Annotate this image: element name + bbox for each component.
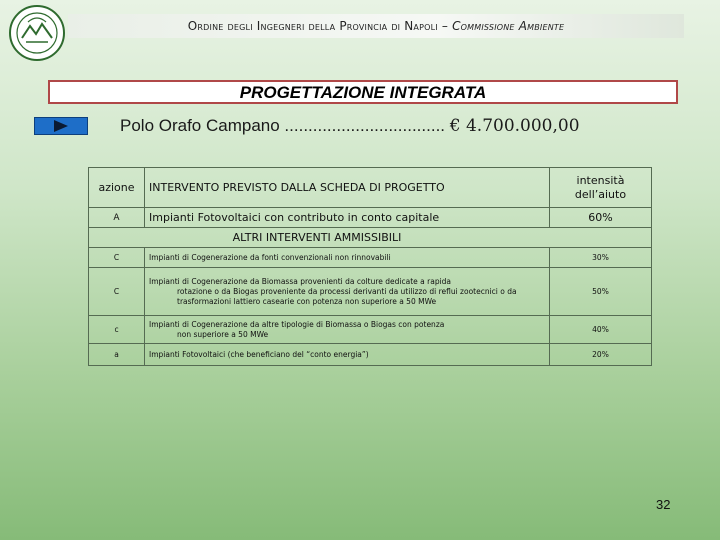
row-code: a xyxy=(89,344,145,366)
row-desc: Impianti Fotovoltaici con contributo in conto capitale xyxy=(145,208,550,228)
row-code: C xyxy=(89,268,145,316)
row-desc-first: Impianti di Cogenerazione da altre tipologie di Biomassa o Biogas con potenza xyxy=(149,319,445,329)
header-bar xyxy=(68,14,684,38)
row-desc-rest: rotazione o da Biogas proveniente da processi derivanti da utilizzo di reflui zootecnici o da trasformazioni lattiero casearie con potenza non superiore a 50 MWe xyxy=(177,286,517,306)
row-desc xyxy=(145,316,550,344)
play-arrow-icon xyxy=(35,118,87,134)
row-desc xyxy=(145,268,550,316)
project-line xyxy=(120,116,580,136)
row-desc-first: Impianti di Cogenerazione da Biomassa provenienti da colture dedicate a rapida xyxy=(149,276,452,286)
row-code: c xyxy=(89,316,145,344)
table-row xyxy=(89,268,652,316)
row-code: C xyxy=(89,248,145,268)
org-title: Ordine degli Ingegneri della Provincia di Napoli xyxy=(187,19,438,33)
project-amount: € 4.700.000,00 xyxy=(449,116,580,136)
header-title xyxy=(68,14,684,38)
row-desc xyxy=(145,248,550,268)
row-value: 50% xyxy=(550,268,652,316)
order-seal-logo xyxy=(8,4,66,62)
row-desc xyxy=(145,344,550,366)
header-azione: azione xyxy=(89,168,145,208)
row-code: A xyxy=(89,208,145,228)
interventions-table xyxy=(88,167,652,366)
row-desc-first: Impianti di Cogenerazione da fonti convenzionali non rinnovabili xyxy=(149,252,391,262)
header-separator: – xyxy=(437,19,453,33)
page-title: PROGETTAZIONE INTEGRATA xyxy=(239,83,487,102)
commission-title: Commissione Ambiente xyxy=(452,19,565,33)
row-value: 20% xyxy=(550,344,652,366)
row-value: 60% xyxy=(550,208,652,228)
row-value: 30% xyxy=(550,248,652,268)
row-desc-first: Impianti Fotovoltaici (che beneficiano del “conto energia”) xyxy=(149,349,369,359)
row-value: 40% xyxy=(550,316,652,344)
table-header-row xyxy=(89,168,652,208)
title-box xyxy=(48,80,678,104)
play-arrow-button[interactable] xyxy=(34,117,88,135)
table-row xyxy=(89,208,652,228)
section-label: ALTRI INTERVENTI AMMISSIBILI xyxy=(89,228,652,248)
project-label: Polo Orafo Campano .................................. xyxy=(120,116,446,135)
row-desc-rest: non superiore a 50 MWe xyxy=(177,329,269,339)
header-intensita: intensità dell’aiuto xyxy=(550,168,652,208)
table-row xyxy=(89,248,652,268)
section-row xyxy=(89,228,652,248)
page-number: 32 xyxy=(656,497,671,512)
table-row xyxy=(89,316,652,344)
table-row xyxy=(89,344,652,366)
header-intervento: INTERVENTO PREVISTO DALLA SCHEDA DI PROGETTO xyxy=(145,168,550,208)
